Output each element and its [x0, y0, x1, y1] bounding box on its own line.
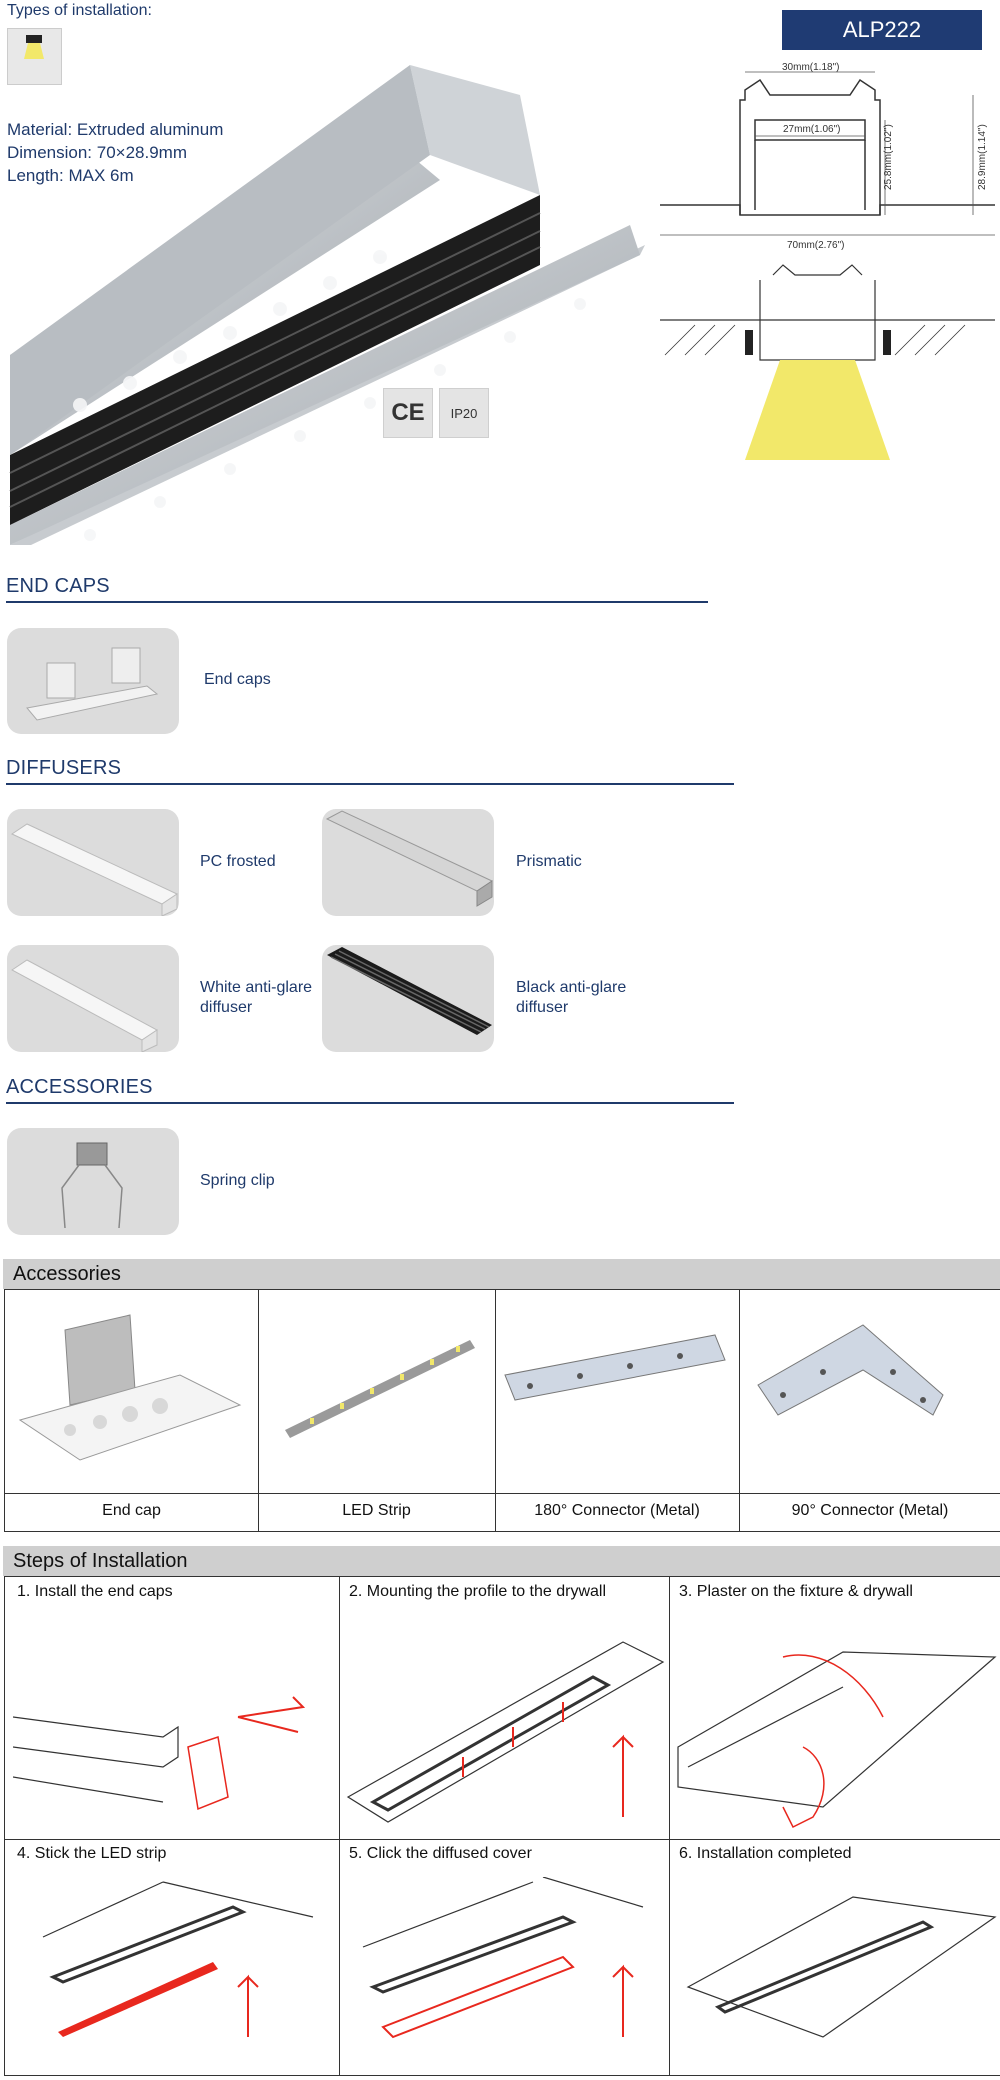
dim-total-height: 28.9mm(1.14"): [977, 124, 988, 190]
end-caps-heading: END CAPS: [6, 575, 110, 597]
dim-inner-height: 25.8mm(1.02"): [883, 124, 894, 190]
dim-width-top: 30mm(1.18"): [782, 62, 840, 73]
table-divider: [739, 1290, 740, 1531]
step-2-illustration: [343, 1617, 665, 1837]
accessories-table-heading: Accessories: [3, 1259, 1000, 1289]
accessories-table: [4, 1289, 1000, 1532]
ce-mark-badge: CE: [383, 388, 433, 438]
led-strip-cell-label: LED Strip: [342, 1502, 411, 1519]
step-1-label: 1. Install the end caps: [17, 1583, 173, 1600]
end-caps-label: End caps: [204, 671, 271, 688]
step-4-label: 4. Stick the LED strip: [17, 1845, 167, 1862]
dim-total-width: 70mm(2.76"): [787, 240, 845, 251]
table-divider: [495, 1290, 496, 1531]
ip20-badge: IP20: [439, 388, 489, 438]
installation-types-label: Types of installation:: [7, 2, 152, 19]
white-anti-glare-label: White anti-glare diffuser: [200, 979, 313, 1016]
table-divider: [5, 1493, 1000, 1494]
connector-180-image: [500, 1300, 735, 1490]
technical-drawing: [655, 60, 1000, 480]
diffusers-heading: DIFFUSERS: [6, 757, 122, 779]
step-6-label: 6. Installation completed: [679, 1845, 852, 1862]
steps-heading: Steps of Installation: [3, 1546, 1000, 1576]
spec-length: Length: MAX 6m: [7, 166, 134, 185]
prismatic-thumbnail: [322, 809, 494, 916]
spring-clip-label: Spring clip: [200, 1172, 275, 1189]
step-5-illustration: [343, 1877, 665, 2067]
step-2-label: 2. Mounting the profile to the drywall: [349, 1583, 607, 1600]
step-3-illustration: [673, 1617, 998, 1837]
end-cap-cell-label: End cap: [102, 1502, 161, 1519]
connector-90-cell-label: 90° Connector (Metal): [791, 1502, 949, 1519]
black-anti-glare-label: Black anti-glare diffuser: [516, 979, 627, 1016]
led-strip-image: [260, 1300, 490, 1490]
step-6-illustration: [673, 1877, 998, 2067]
step-1-illustration: [13, 1637, 333, 1837]
spring-clip-thumbnail: [7, 1128, 179, 1235]
steps-divider: [669, 1577, 670, 2075]
end-cap-image: [10, 1300, 250, 1490]
end-caps-rule: [6, 601, 708, 603]
black-anti-glare-thumbnail: [322, 945, 494, 1052]
steps-grid: [4, 1576, 1000, 2076]
spec-material: Material: Extruded aluminum: [7, 120, 224, 139]
accessories-heading: ACCESSORIES: [6, 1076, 153, 1098]
diffusers-rule: [6, 783, 734, 785]
step-4-illustration: [13, 1877, 333, 2067]
white-anti-glare-thumbnail: [7, 945, 179, 1052]
connector-90-image: [743, 1300, 998, 1490]
pc-frosted-thumbnail: [7, 809, 179, 916]
step-5-label: 5. Click the diffused cover: [349, 1845, 532, 1862]
accessories-rule: [6, 1102, 734, 1104]
product-image: [0, 55, 645, 545]
steps-divider: [5, 1839, 1000, 1840]
prismatic-label: Prismatic: [516, 853, 582, 870]
table-divider: [258, 1290, 259, 1531]
pc-frosted-label: PC frosted: [200, 853, 276, 870]
spec-dimension: Dimension: 70×28.9mm: [7, 143, 188, 162]
connector-180-cell-label: 180° Connector (Metal): [534, 1502, 700, 1519]
step-3-label: 3. Plaster on the fixture & drywall: [679, 1583, 913, 1600]
end-caps-thumbnail: [7, 628, 179, 734]
model-number: ALP222: [782, 10, 982, 50]
steps-divider: [339, 1577, 340, 2075]
dim-inner-width: 27mm(1.06"): [783, 124, 841, 135]
